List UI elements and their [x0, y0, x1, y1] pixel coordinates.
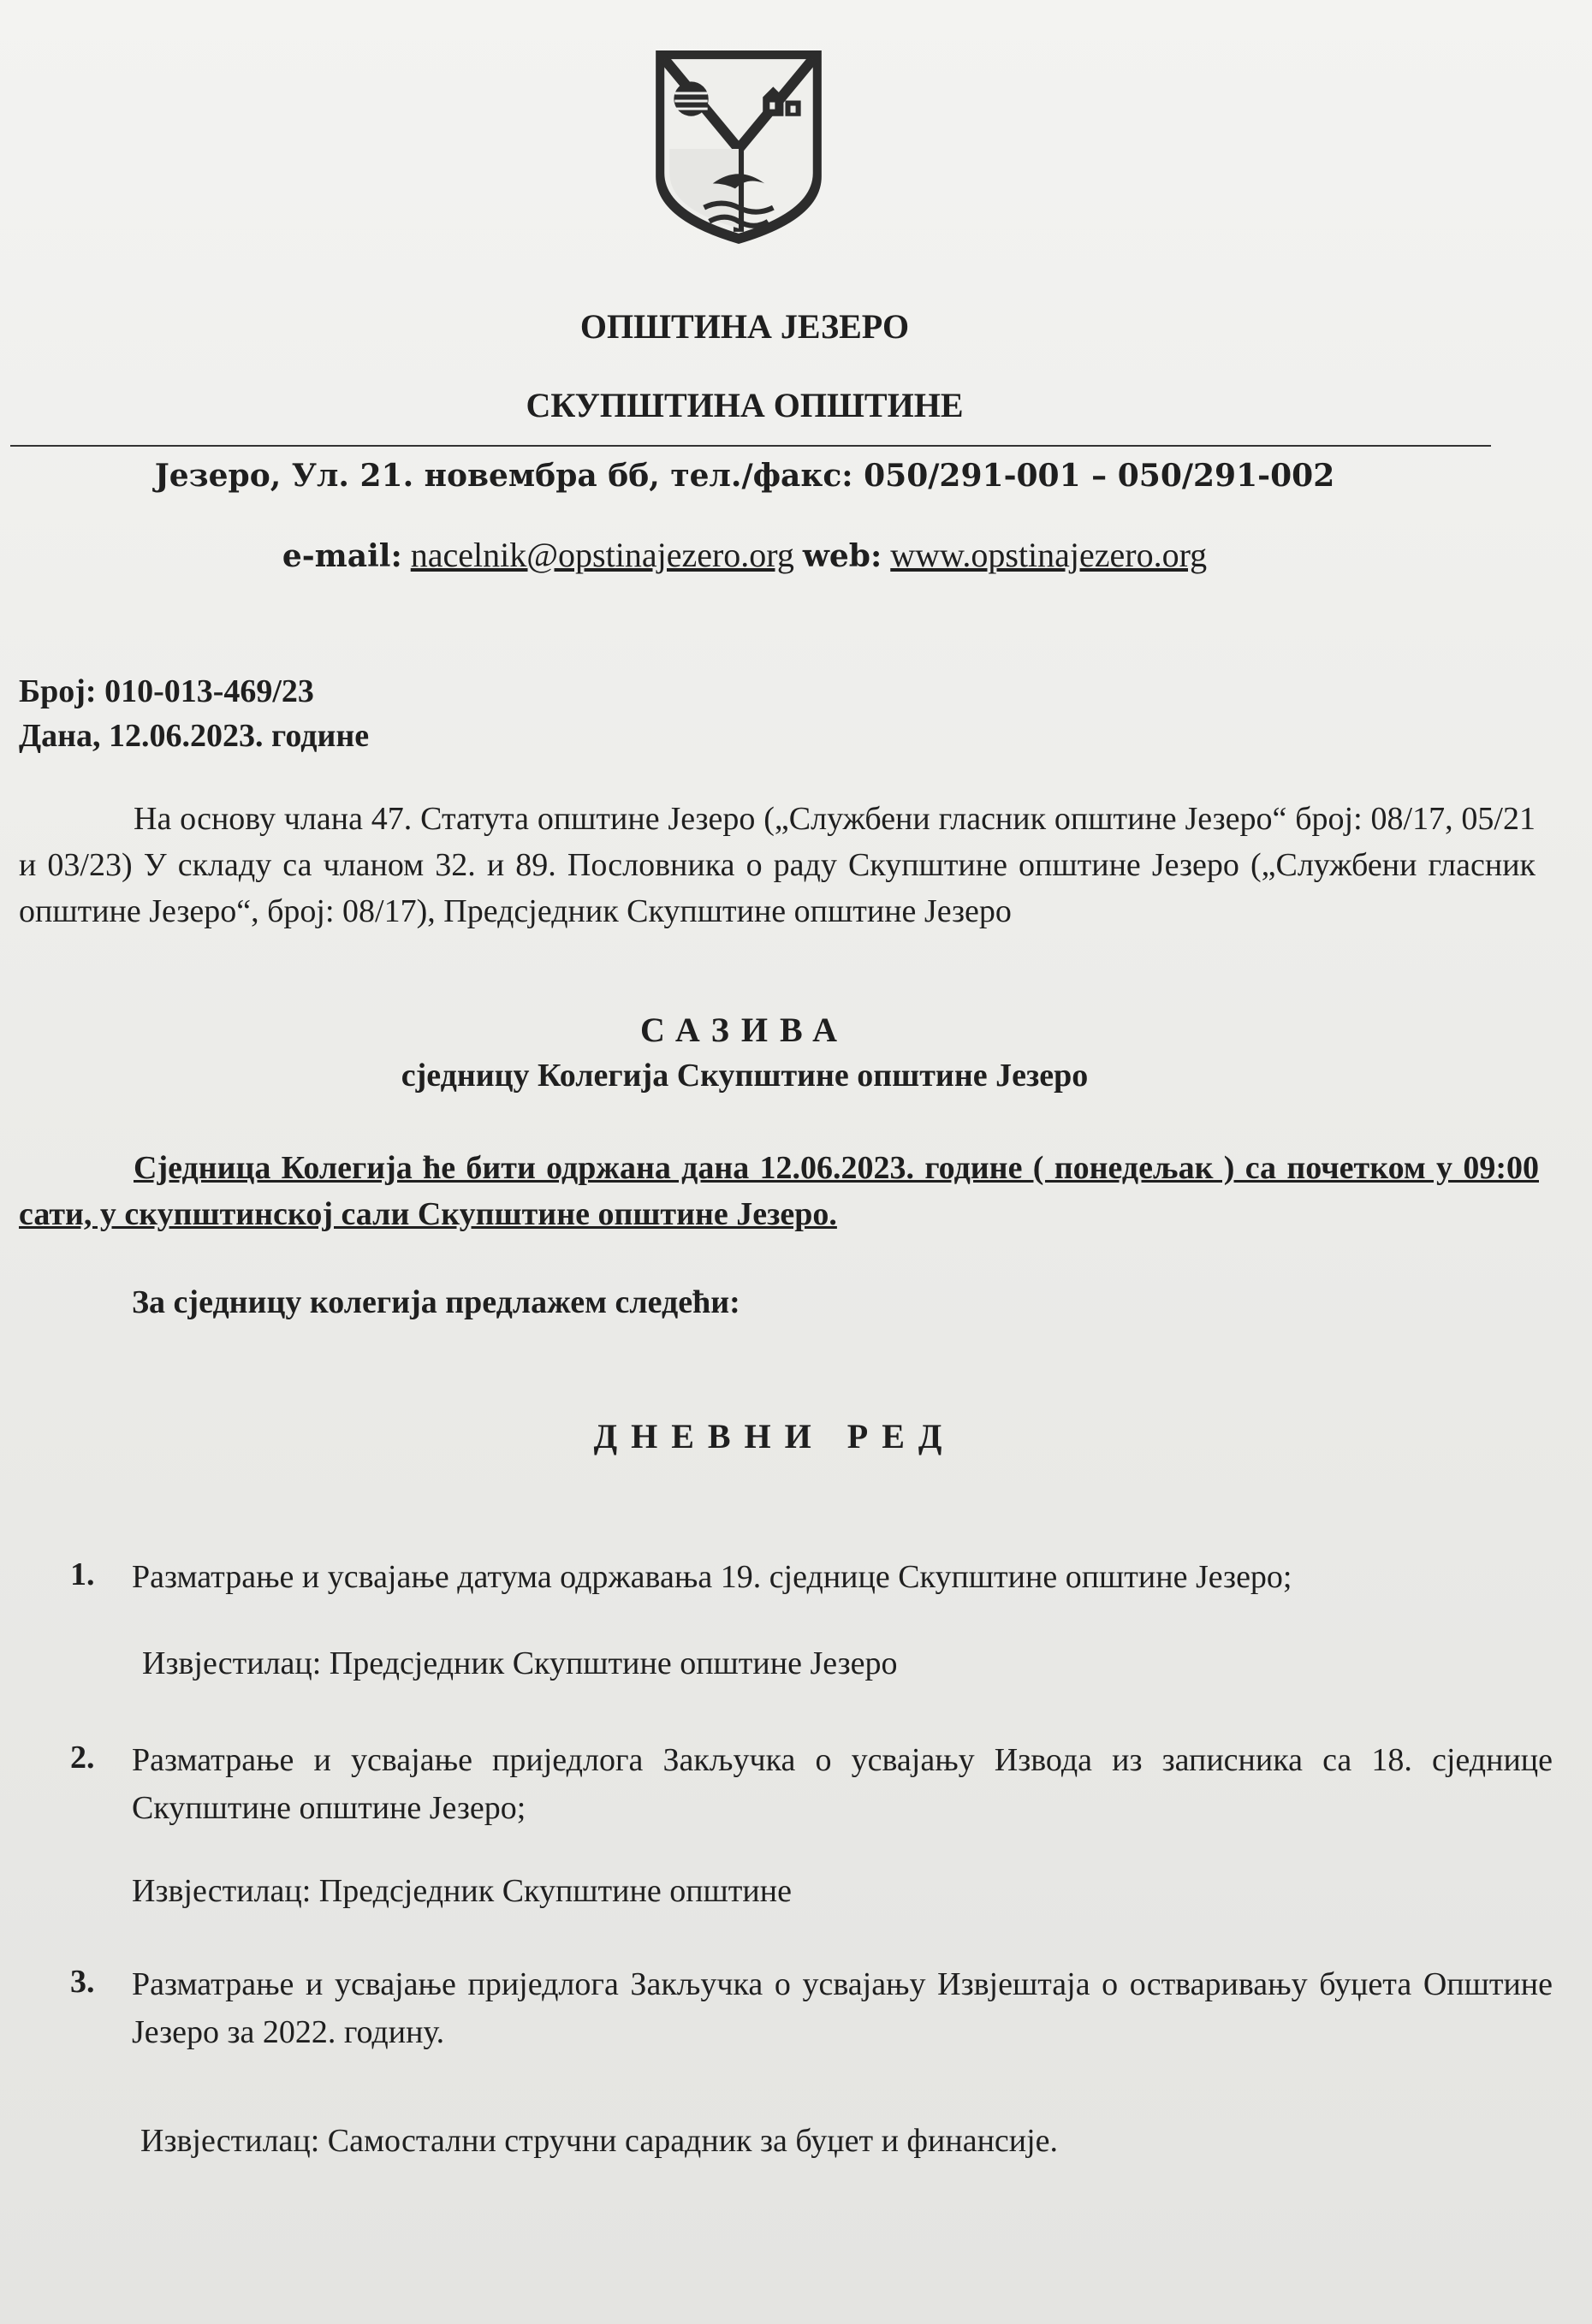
proposal-line: За сједницу колегија предлажем следећи: — [132, 1284, 740, 1320]
web-link[interactable]: www.opstinajezero.org — [890, 536, 1208, 574]
agenda-item-reporter: Извјестилац: Предсједник Скупштине општине — [132, 1873, 792, 1909]
agenda-item-text: Разматрање и усвајање датума одржавања 19. сједнице Скупштине општине Језеро; — [132, 1559, 1292, 1595]
agenda-item-text: Разматрање и усвајање приједлога Закључка о усвајању Извода из записника са 18. сједнице Скупштине општине Језеро; — [132, 1742, 1553, 1826]
session-notice: Сједница Колегија ће бити одржана дана 12.06.2023. године ( понедељак ) са почетком у 09:00 сати, у скупштинској сали Скупштине општине Језеро. — [19, 1150, 1539, 1232]
address-line: Језеро, Ул. 21. новембра бб, тел./факс: 050/291-001 – 050/291-002 — [154, 458, 1335, 494]
email-link[interactable]: nacelnik@opstinajezero.org — [410, 536, 794, 574]
email-label: e-mail: — [282, 538, 402, 574]
agenda-item-reporter: Извјестилац: Самостални стручни сарадник за буџет и финансије. — [140, 2123, 1059, 2159]
document-date: Дана, 12.06.2023. године — [19, 718, 370, 754]
web-label: web: — [802, 538, 882, 574]
convenes-subheading: сједницу Колегија Скупштине општине Језеро — [401, 1058, 1089, 1094]
org-name: ОПШТИНА ЈЕЗЕРО — [579, 307, 910, 346]
agenda-item-number: 3. — [70, 1964, 95, 2000]
document-number: Број: 010-013-469/23 — [19, 673, 314, 709]
agenda-item-text: Разматрање и усвајање приједлога Закључка о усвајању Извјештаја о остваривању буџета Општине Језеро за 2022. годину. — [132, 1966, 1553, 2050]
municipal-coat-of-arms — [652, 47, 825, 246]
header-divider — [10, 445, 1491, 447]
legal-basis-paragraph: На основу члана 47. Статута општине Језеро („Службени гласник општине Језеро“ број: 08/17, 05/21 и 03/23) У складу са чланом 32. и 89. Пословника о раду Скупштине општине Језеро („Службени гласник општине Језеро“, број: 08/17), Предсједник Скупштине општине Језеро — [19, 801, 1536, 929]
agenda-item-number: 2. — [70, 1740, 95, 1776]
agenda-item-reporter: Извјестилац: Предсједник Скупштине општине Језеро — [142, 1645, 898, 1681]
contact-line — [0, 535, 1489, 575]
convenes-heading: САЗИВА — [639, 1011, 850, 1049]
assembly-name: СКУПШТИНА ОПШТИНЕ — [526, 386, 964, 424]
agenda-title: ДНЕВНИ РЕД — [593, 1417, 956, 1455]
agenda-item-number: 1. — [70, 1556, 95, 1592]
